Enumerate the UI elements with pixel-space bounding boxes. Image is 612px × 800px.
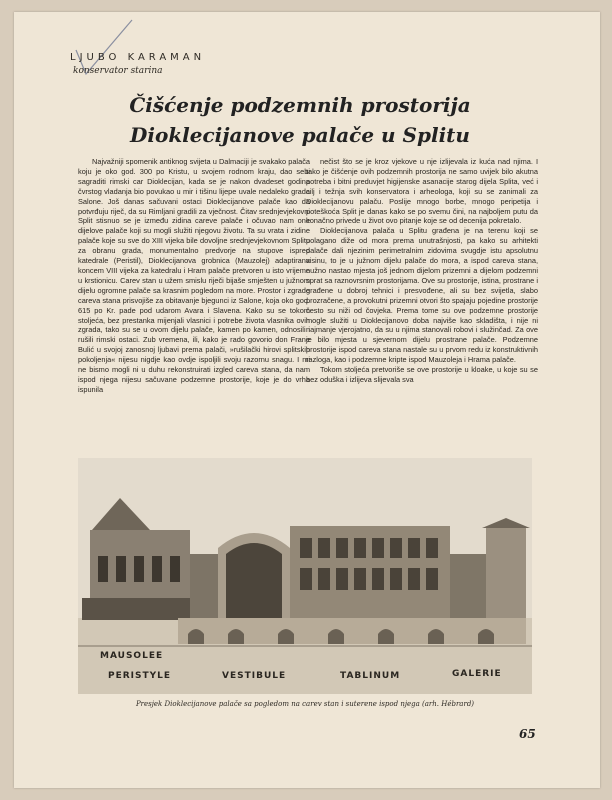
article-title-line-1: Čišćenje podzemnih prostorija bbox=[129, 93, 471, 117]
left-text-column bbox=[78, 157, 310, 395]
author-name: LJUBO KARAMAN bbox=[70, 52, 206, 63]
paragraph: Dioklecijanova palača u Splitu građena je na terenu koji se polagano diže od mora prema unutrašnjosti, pa kako su arhitekti palače dali njezinim perimetralnim zidovima svugdje istu apsolutnu visinu, to je u južnom dijelu palače do mora, a ispod careva stana, nužno nastao mjesta još jednom dijelom prizemni a dijelom podzemni sprat sa raznovrsnim prostorijama. Ove su prostorije, istina, prostrane i građene u dobroj tehnici i presvođene, ali su bez svijetla, slabo prozračene, a provokutni prizemni otvori što spajaju pojedine prostorije često su niži od čovjeka. Prema tome su ove podzemne prostorije mogle služiti u Dioklecijanovo doba najviše kao skladišta, i nije ni najmanje vjerojatno, da su u njima stanovali robovi i služinčad. Za ove je bilo mjesta u sjevernom dijelu prostrane palače. Podzemne prostorije ispod careva stana nastale su u prvom redu iz konstruktivnih razloga, kao i podzemne kripte ispod Mauzoleja i Hrama palače. bbox=[306, 226, 538, 365]
article-title-line-2: Dioklecijanove palače u Splitu bbox=[130, 123, 470, 147]
label-tablinum: TABLINUM bbox=[340, 671, 401, 681]
right-text-column bbox=[306, 157, 538, 385]
palace-section-drawing bbox=[78, 458, 532, 694]
author-role: konservator starina bbox=[73, 66, 163, 76]
label-peristyle: PERISTYLE bbox=[108, 671, 172, 681]
page-number: 65 bbox=[519, 727, 536, 741]
paragraph: Tokom stoljeća pretvoriše se ove prostorije u kloake, u koje su se bez oduška i izlijeva slijevala sva bbox=[306, 365, 538, 384]
section-illustration bbox=[78, 458, 532, 694]
paragraph: Najvažniji spomenik antiknog svijeta u Dalmaciji je svakako palača koju je oko god. 300 po Kristu, u svojem rodnom kraju, dao sebi sagraditi rimski car Dioklecijan, kada se je nakon dvadeset godina čvrstog vladanja bio povukao u mir i tišinu lijepe uvale nedaleko grada Salone. Još danas sačuvani ostaci Dioklecijanove palače kao da potvrđuju riječ, da su Rimljani gradili za vječnost. Čitav srednjevjekovni Split stisnuo se je između zidina careve palače i očuvao nam one dijelove palače koji su mogli služiti njegovu životu. Ta su vrata i zidine palače koje su sve do XIII vijeka bile dovoljne srednjevjekovnom Splitu za obranu grada, monumentalno predvorje na stupove ispred katedrale (Peristil), Dioklecijanova grobnica (Mauzolej) adaptirana koncem VIII vijeka za katedralu i Hram palače pretvoren u isto vrijeme u krstionicu. Carev stan u užem smislu riječi bijaše smješten u južnom dijelu ogromne palače sa krasnim pogledom na more. Prostor i zgrade careva stana prisvojiše za obitavanje bjegunci iz Salone, koja oko god. 615 po Kr. pade pod udarom Avara i Slavena. Kako su se tokom stoljeća, bez prestanka mijenjali vlasnici i potrebe života vlasnika ovih zgrada, tako su se u ovom dijelu palače, kamen po kamen, odnosili i rušili rimski ostaci. Zub vremena, ili, kako je rado govorio don Frane Bulić u svojoj zanosnoj ljubavi prema palači, »rušilački hirovi splitskih pokoljenja« nijesu nigdje kao ovdje ispoljili svoju razornu snagu. I mi ne bismo mogli ni u duhu rekonstruirati izgled careva stana, da nam ispod njega nijesu sačuvane podzemne prostorije, koje je do vrha ispunila bbox=[78, 157, 310, 394]
figure-caption: Presjek Dioklecijanove palače sa pogledom na carev stan i suterene ispod njega (arh. Hébrard) bbox=[135, 700, 475, 708]
label-galerie: GALERIE bbox=[452, 669, 502, 679]
paragraph: nečist što se je kroz vjekove u nje izlijevala iz kuća nad njima. I tako je čišćenje ovih podzemnih prostorija ne samo uvijek bilo akutna potreba i bitni preduvjet higijenske asanacije starog dijela Splita, već i cilj i težnja svih konservatora i arheologa, koji su se zanimali za Dioklecijanovu palaču. Poslije mnogo borbe, mnogo peripetija i poteškoća Split je danas kako se po svemu čini, na najboljem putu da konačno privede u život ovo pitanje koje se od decenija pokretalo. bbox=[306, 157, 538, 226]
label-mausolee: MAUSOLEE bbox=[100, 651, 164, 661]
label-vestibule: VESTIBULE bbox=[222, 671, 287, 681]
